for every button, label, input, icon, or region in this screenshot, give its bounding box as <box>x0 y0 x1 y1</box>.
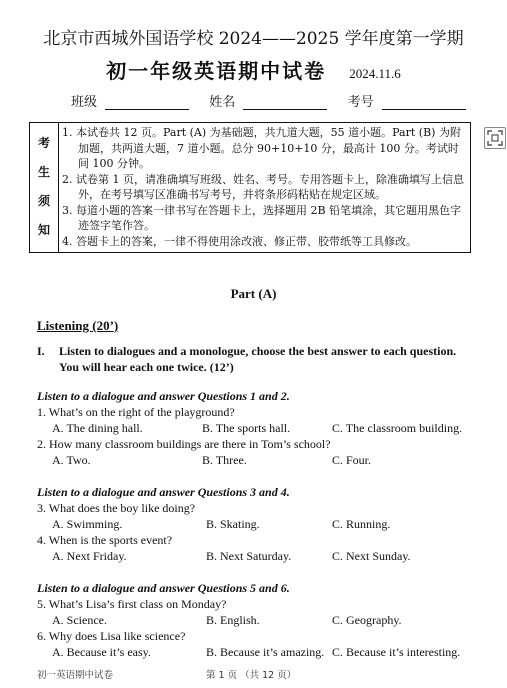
option-b[interactable]: B. Next Saturday. <box>206 549 292 563</box>
option-a[interactable]: A. Next Friday. <box>52 549 127 563</box>
option-c[interactable]: C. Because it’s interesting. <box>332 645 461 659</box>
group-title: Listen to a dialogue and answer Questions 1 and 2. <box>37 389 290 403</box>
group-title: Listen to a dialogue and answer Questions 5 and 6. <box>37 581 290 595</box>
question-stem: 1. What’s on the right of the playground? <box>37 405 235 419</box>
notice-heading-char: 知 <box>37 223 50 237</box>
option-a[interactable]: A. Science. <box>52 613 107 627</box>
notice-heading <box>30 123 59 253</box>
option-b[interactable]: B. English. <box>206 613 260 627</box>
notice-rule: 4. 答题卡上的答案，一律不得使用涂改液、修正带、胶带纸等工具修改。 <box>62 234 417 248</box>
option-a[interactable]: A. The dining hall. <box>52 421 143 435</box>
name-blank[interactable] <box>243 95 327 110</box>
exam-title: 初一年级英语期中试卷 <box>106 59 327 83</box>
notice-heading-char: 生 <box>37 165 50 179</box>
option-c[interactable]: C. The classroom building. <box>332 421 463 435</box>
exam-date: 2024.11.6 <box>349 66 401 81</box>
section-title: Listening (20’) <box>37 318 119 333</box>
notice-heading-char: 须 <box>37 194 50 208</box>
question-stem: 5. What’s Lisa’s first class on Monday? <box>37 597 227 611</box>
option-b[interactable]: B. Because it’s amazing. <box>206 645 325 659</box>
option-b[interactable]: B. The sports hall. <box>202 421 291 435</box>
option-a[interactable]: A. Swimming. <box>52 517 123 531</box>
notice-heading-char: 考 <box>37 136 50 150</box>
exam-title-row <box>0 55 507 84</box>
notice-rule: 1. 本试卷共 12 页。Part (A) 为基础题，共九道大题，55 道小题。Part (B) 为附加题，共两道大题，7 道小题。总分 90+10+10 分，最高计 100 分。考试时间 100 分钟。 <box>62 126 461 170</box>
part-title: Part (A) <box>230 286 277 301</box>
id-label: 考号 <box>347 95 374 110</box>
option-c[interactable]: C. Running. <box>332 517 391 531</box>
student-info-row <box>71 91 466 110</box>
question-stem: 2. How many classroom buildings are there in Tom’s school? <box>37 437 331 451</box>
option-c[interactable]: C. Next Sunday. <box>332 549 411 563</box>
notice-rule: 2. 试卷第 1 页，请准确填写班级、姓名、考号。专用答题卡上，除准确填写上信息外，在考号填写区准确书写考号，并将条形码粘贴在规定区域。 <box>62 172 464 201</box>
instruction-number: I. <box>37 344 45 358</box>
option-b[interactable]: B. Three. <box>202 453 247 467</box>
scan-icon[interactable] <box>484 127 506 149</box>
instruction-text: Listen to dialogues and a monologue, choose the best answer to each question. You will hear each one twice. (12’) <box>59 344 457 374</box>
group-title: Listen to a dialogue and answer Questions 3 and 4. <box>37 485 290 499</box>
option-a[interactable]: A. Because it’s easy. <box>52 645 151 659</box>
class-label: 班级 <box>71 95 98 110</box>
school-year-heading: 北京市西城外国语学校 2024——2025 学年度第一学期 <box>43 29 464 49</box>
question-stem: 6. Why does Lisa like science? <box>37 629 186 643</box>
option-b[interactable]: B. Skating. <box>206 517 260 531</box>
notice-rules <box>59 123 471 253</box>
option-c[interactable]: C. Four. <box>332 453 372 467</box>
question-stem: 3. What does the boy like doing? <box>37 501 196 515</box>
footer-page-number: 第 1 页 （共 12 页） <box>206 670 297 681</box>
question-stem: 4. When is the sports event? <box>37 533 173 547</box>
option-c[interactable]: C. Geography. <box>332 613 402 627</box>
notice-rule: 3. 每道小题的答案一律书写在答题卡上，选择题用 2B 铅笔填涂，其它题用黑色字迹签字笔作答。 <box>62 203 462 232</box>
id-blank[interactable] <box>382 95 466 110</box>
name-label: 姓名 <box>209 95 236 110</box>
candidate-notice-box <box>29 122 471 253</box>
option-a[interactable]: A. Two. <box>52 453 91 467</box>
section-instruction <box>37 343 477 375</box>
class-blank[interactable] <box>105 95 189 110</box>
footer-exam-name: 初一英语期中试卷 <box>37 670 114 681</box>
